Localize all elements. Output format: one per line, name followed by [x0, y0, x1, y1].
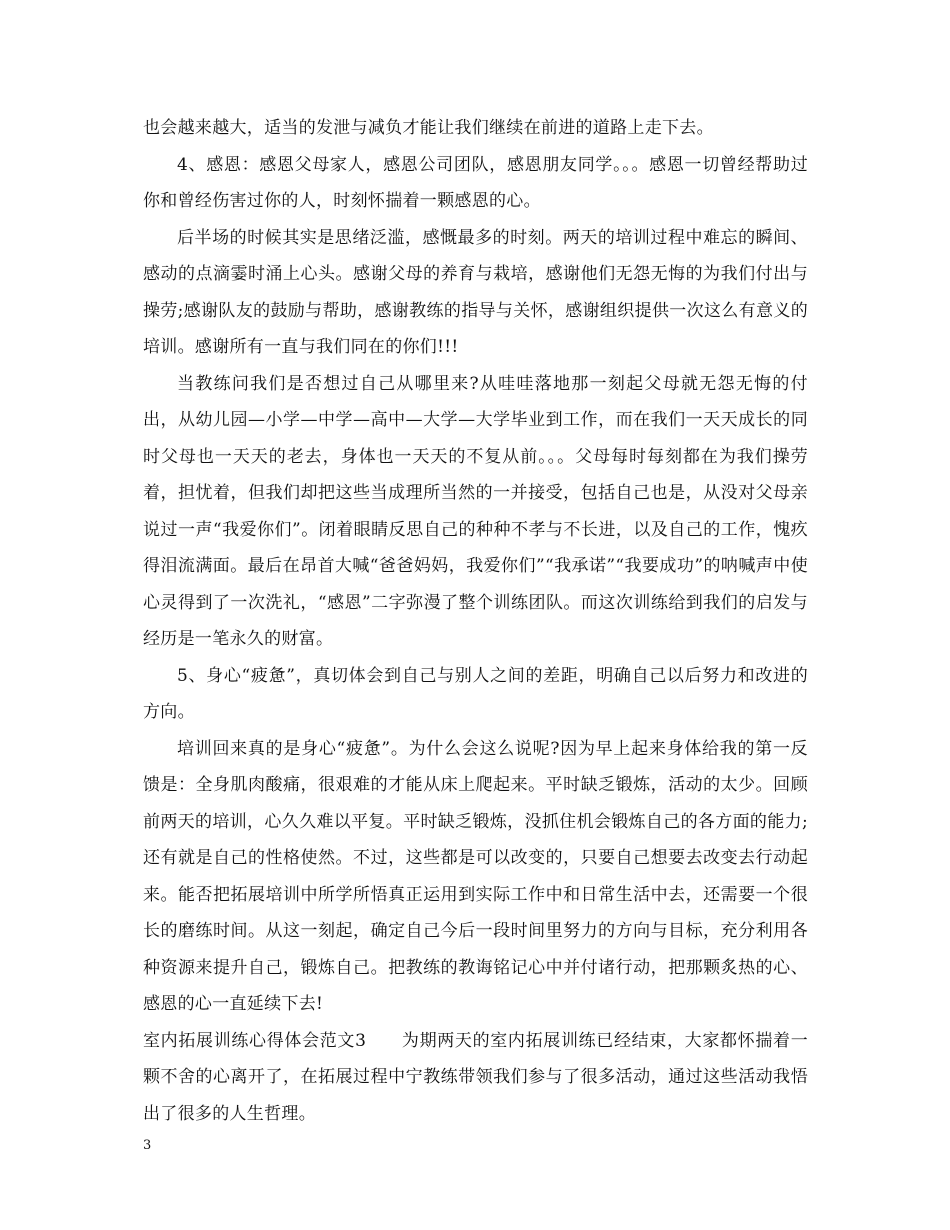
paragraph-fatigue-point: 5、身心“疲惫”，真切体会到自己与别人之间的差距，明确自己以后努力和改进的方向。 — [143, 665, 808, 722]
paragraph-sample-essay-3: 室内拓展训练心得体会范文3 为期两天的室内拓展训练已经结束，大家都怀揣着一颗不舍的心离开了，在拓展过程中宁教练带领我们参与了很多活动，通过这些活动我悟出了很多的人生哲理。 — [143, 1030, 808, 1124]
paragraph-gratitude-point: 4、感恩：感恩父母家人，感恩公司团队，感恩朋友同学。。。感恩一切曾经帮助过你和曾经伤害过你的人，时刻怀揣着一颗感恩的心。 — [143, 154, 808, 211]
paragraph-coach-question: 当教练问我们是否想过自己从哪里来?从哇哇落地那一刻起父母就无怨无悔的付出，从幼儿园—小学—中学—高中—大学—大学毕业到工作，而在我们一天天成长的同时父母也一天天的老去，身体也一天天的不复从前。。。父母每时每刻都在为我们操劳着，担忧着，但我们却把这些当成理所当然的一并接受，包括自己也是，从没对父母亲说过一声“我爱你们”。闭着眼睛反思自己的种种不孝与不长进，以及自己的工作，愧疚得泪流满面。最后在昂首大喊“爸爸妈妈，我爱你们”“我承诺”“我要成功”的呐喊声中使心灵得到了一次洗礼，“感恩”二字弥漫了整个训练团队。而这次训练给到我们的启发与经历是一笔永久的财富。 — [143, 373, 808, 649]
paragraph-training-return: 培训回来真的是身心“疲惫”。为什么会这么说呢?因为早上起来身体给我的第一反馈是：全身肌肉酸痛，很艰难的才能从床上爬起来。平时缺乏锻炼，活动的太少。回顾前两天的培训，心久久难以平复。平时缺乏锻炼，没抓住机会锻炼自己的各方面的能力;还有就是自己的性格使然。不过，这些都是可以改变的，只要自己想要去改变去行动起来。能否把拓展培训中所学所悟真正运用到实际工作中和日常生活中去，还需要一个很长的磨练时间。从这一刻起，确定自己今后一段时间里努力的方向与目标，充分利用各种资源来提升自己，锻炼自己。把教练的教诲铭记心中并付诸行动，把那颗炙热的心、感恩的心一直延续下去! — [143, 738, 808, 1014]
paragraph-second-half: 后半场的时候其实是思绪泛滥，感慨最多的时刻。两天的培训过程中难忘的瞬间、感动的点滴霎时涌上心头。感谢父母的养育与栽培，感谢他们无怨无悔的为我们付出与操劳;感谢队友的鼓励与帮助，感谢教练的指导与关怀，感谢组织提供一次这么有意义的培训。感谢所有一直与我们同在的你们!!! — [143, 227, 808, 357]
page-number: 3 — [143, 1138, 152, 1153]
document-body — [143, 110, 808, 1132]
paragraph-continuation: 也会越来越大，适当的发泄与减负才能让我们继续在前进的道路上走下去。 — [143, 118, 714, 138]
